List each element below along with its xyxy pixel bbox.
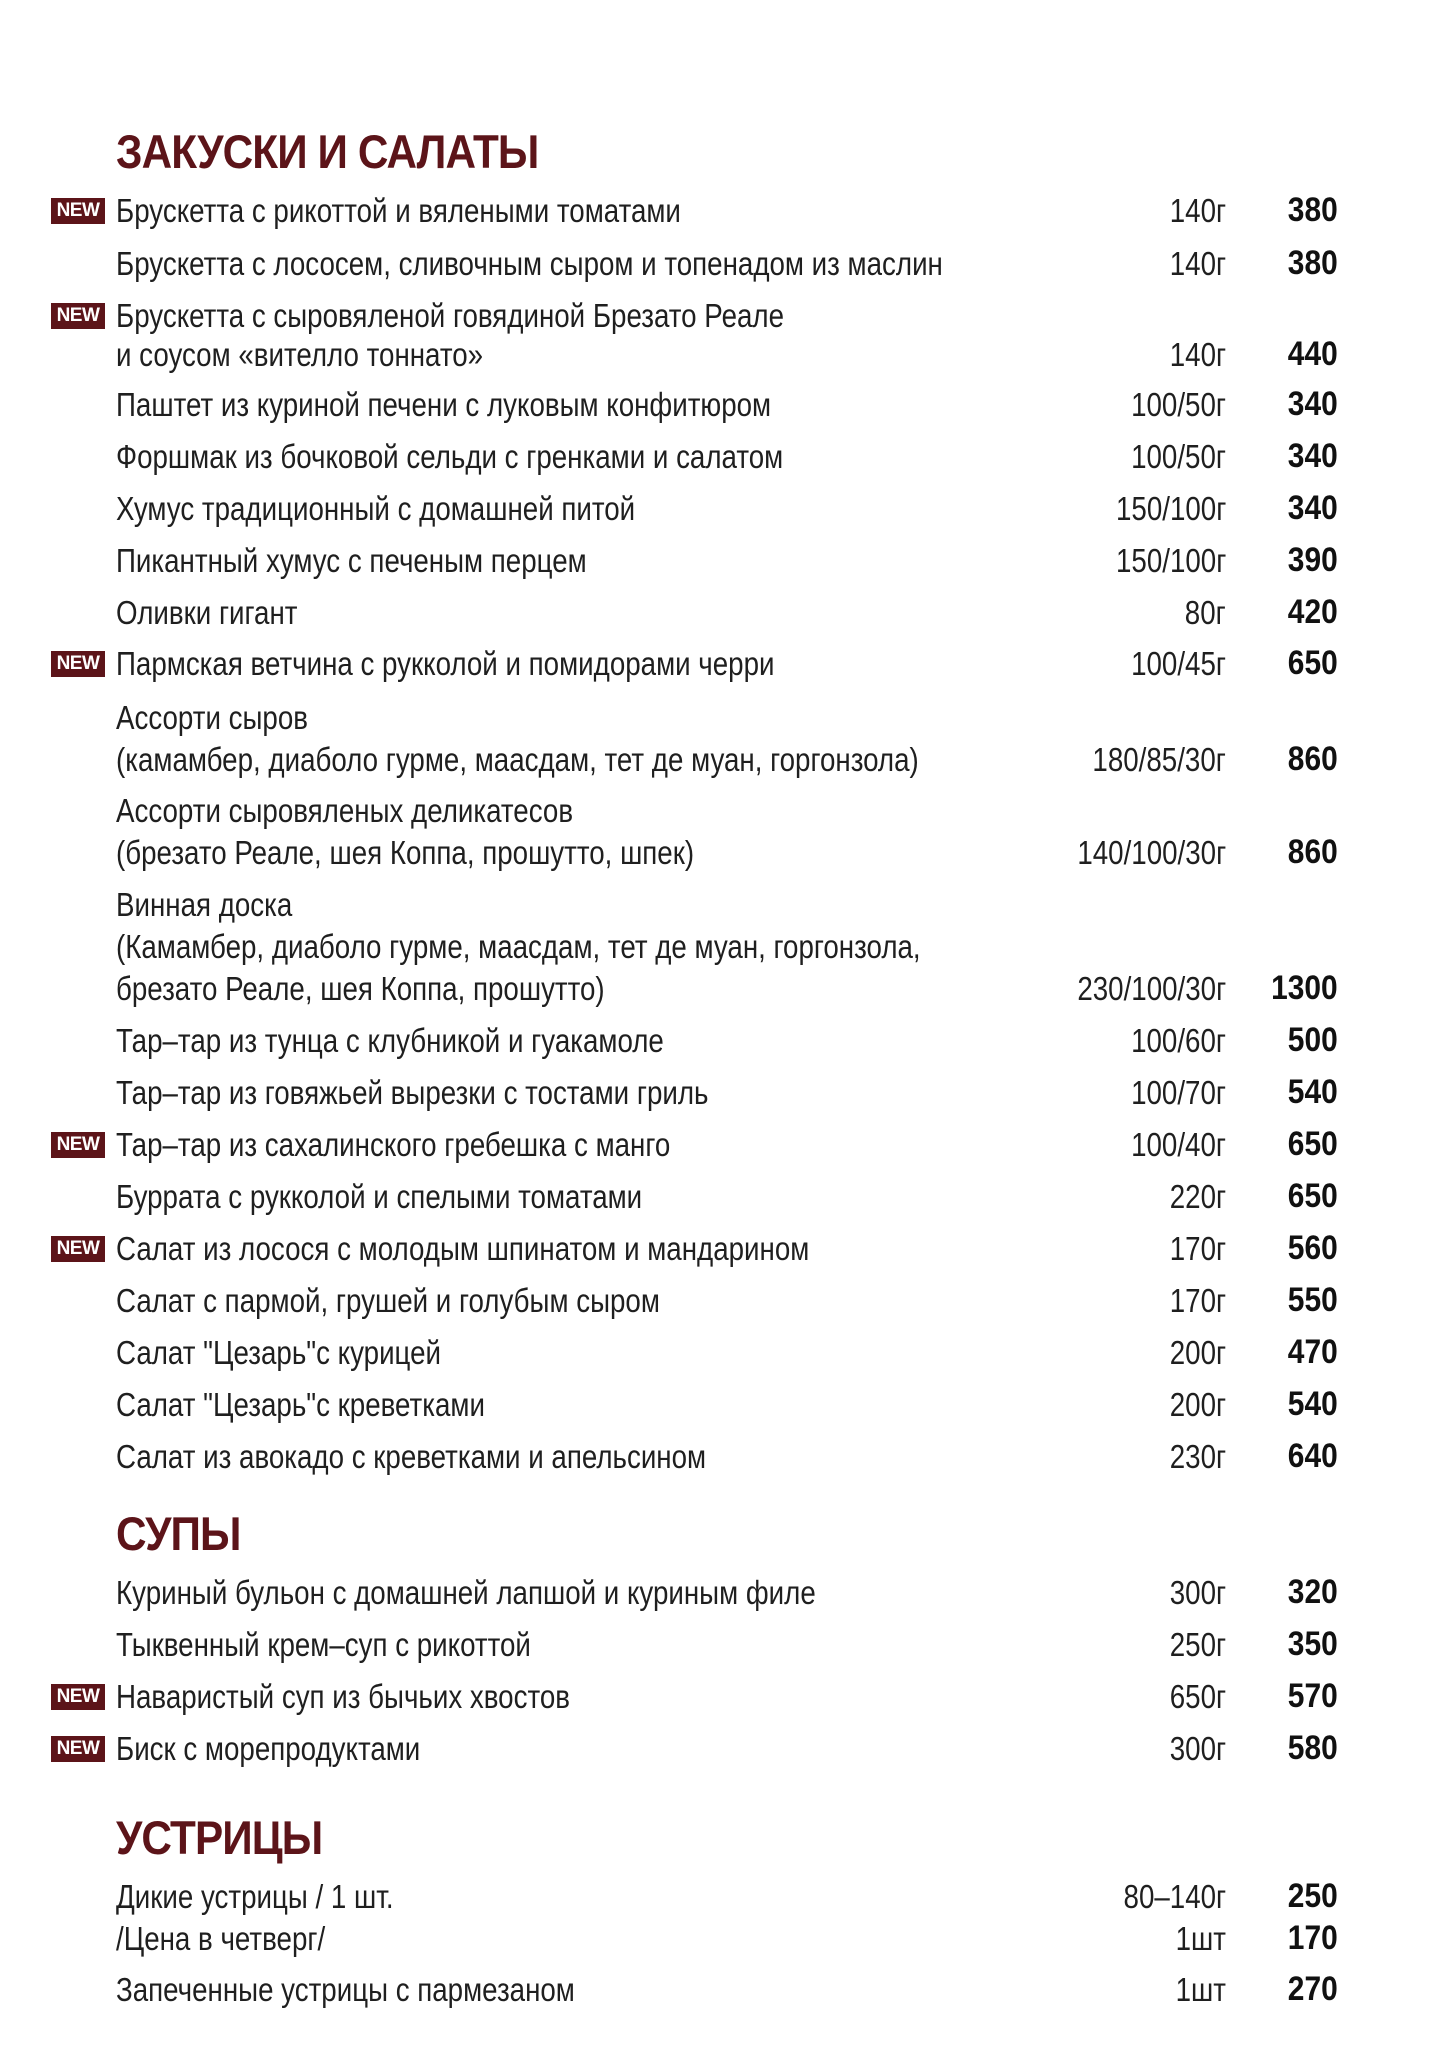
menu-item-price: 650: [1288, 1125, 1338, 1163]
menu-item-weight: 140г: [1169, 336, 1226, 373]
menu-item-price: 380: [1288, 191, 1338, 229]
menu-item-name: Хумус традиционный с домашней питой: [116, 490, 636, 527]
menu-item-weight: 140/100/30г: [1077, 834, 1226, 871]
menu-item-price: 270: [1288, 1970, 1338, 2008]
menu-item-name: Брускетта с сыровяленой говядиной Брезато Реале: [116, 297, 784, 334]
menu-item-name: Тар–тар из тунца с клубникой и гуакамоле: [116, 1022, 664, 1059]
menu-item-weight: 100/70г: [1131, 1074, 1226, 1111]
menu-item-price: 340: [1288, 385, 1338, 423]
section-title: ЗАКУСКИ И САЛАТЫ: [116, 125, 539, 178]
menu-item-name: Тар–тар из говяжьей вырезки с тостами гриль: [116, 1074, 709, 1111]
menu-item-price: 320: [1288, 1573, 1338, 1611]
menu-item-price: 640: [1288, 1437, 1338, 1475]
menu-item-name: Салат из лосося с молодым шпинатом и мандарином: [116, 1230, 810, 1267]
menu-item-price: 650: [1288, 644, 1338, 682]
menu-item-name: Ассорти сыров: [116, 699, 308, 736]
menu-item-name: Пикантный хумус с печеным перцем: [116, 542, 587, 579]
menu-item-price: 1300: [1271, 969, 1338, 1007]
new-badge: NEW: [51, 198, 105, 224]
menu-item-name: Салат "Цезарь"с курицей: [116, 1334, 442, 1371]
menu-item-description: и соусом «вителло тоннато»: [116, 336, 484, 373]
menu-item-weight: 100/50г: [1131, 438, 1226, 475]
menu-item-weight: 80–140г: [1123, 1878, 1226, 1915]
menu-item-price: 350: [1288, 1625, 1338, 1663]
section-title: СУПЫ: [116, 1507, 241, 1560]
menu-item-price: 470: [1288, 1333, 1338, 1371]
menu-item-price: 540: [1288, 1073, 1338, 1111]
menu-item-price: 540: [1288, 1385, 1338, 1423]
menu-item-price: 650: [1288, 1177, 1338, 1215]
menu-item-price: 860: [1288, 740, 1338, 778]
menu-item-name: Оливки гигант: [116, 594, 298, 631]
menu-item-name: Биск с морепродуктами: [116, 1730, 421, 1767]
menu-item-weight: 150/100г: [1115, 542, 1226, 579]
menu-item-weight: 300г: [1169, 1574, 1226, 1611]
menu-item-description: (брезато Реале, шея Коппа, прошутто, шпек): [116, 834, 695, 871]
menu-item-price: 860: [1288, 833, 1338, 871]
new-badge: NEW: [51, 1132, 105, 1158]
menu-item-weight: 170г: [1169, 1282, 1226, 1319]
menu-item-name: Салат из авокадо с креветками и апельсином: [116, 1438, 707, 1475]
menu-item-description: (Камамбер, диаболо гурме, маасдам, тет де муан, горгонзола,: [116, 928, 921, 965]
menu-item-name: Паштет из куриной печени с луковым конфитюром: [116, 386, 772, 423]
menu-item-weight: 1шт: [1175, 1971, 1226, 2008]
menu-item-name: Форшмак из бочковой сельди с гренками и салатом: [116, 438, 784, 475]
new-badge: NEW: [51, 651, 105, 677]
menu-item-name: Тыквенный крем–суп с рикоттой: [116, 1626, 531, 1663]
menu-item-price: 340: [1288, 437, 1338, 475]
menu-item-weight: 300г: [1169, 1730, 1226, 1767]
menu-item-name: Тар–тар из сахалинского гребешка с манго: [116, 1126, 671, 1163]
menu-item-weight: 180/85/30г: [1092, 741, 1226, 778]
menu-item-name: Наваристый суп из бычьих хвостов: [116, 1678, 570, 1715]
menu-item-price: 560: [1288, 1229, 1338, 1267]
menu-item-name: Куриный бульон с домашней лапшой и куриным филе: [116, 1574, 816, 1611]
menu-item-weight: 100/40г: [1131, 1126, 1226, 1163]
menu-item-weight: 200г: [1169, 1386, 1226, 1423]
menu-item-price: 500: [1288, 1021, 1338, 1059]
menu-item-price: 440: [1288, 335, 1338, 373]
menu-item-name: Винная доска: [116, 886, 293, 923]
menu-item-name: Буррата с рукколой и спелыми томатами: [116, 1178, 643, 1215]
menu-item-weight: 230/100/30г: [1077, 970, 1226, 1007]
menu-item-description: брезато Реале, шея Коппа, прошутто): [116, 970, 605, 1007]
menu-item-name: Пармская ветчина с рукколой и помидорами черри: [116, 645, 775, 682]
menu-item-weight: 140г: [1169, 192, 1226, 229]
menu-item-weight: 230г: [1169, 1438, 1226, 1475]
menu-item-weight: 140г: [1169, 245, 1226, 282]
menu-item-name: Запеченные устрицы с пармезаном: [116, 1971, 575, 2008]
menu-item-price: 420: [1288, 593, 1338, 631]
menu-item-price: 380: [1288, 244, 1338, 282]
menu-item-weight: 80г: [1185, 594, 1226, 631]
menu-item-price: 550: [1288, 1281, 1338, 1319]
menu-item-name: Брускетта с лососем, сливочным сыром и топенадом из маслин: [116, 245, 943, 282]
section-title: УСТРИЦЫ: [116, 1811, 323, 1864]
new-badge: NEW: [51, 303, 105, 329]
menu-item-name: Ассорти сыровяленых деликатесов: [116, 792, 574, 829]
new-badge: NEW: [51, 1236, 105, 1262]
menu-item-weight: 100/50г: [1131, 386, 1226, 423]
menu-item-weight: 170г: [1169, 1230, 1226, 1267]
menu-item-name: Дикие устрицы / 1 шт.: [116, 1878, 394, 1915]
menu-item-weight: 250г: [1169, 1626, 1226, 1663]
menu-item-price: 580: [1288, 1729, 1338, 1767]
menu-item-weight: 1шт: [1175, 1920, 1226, 1957]
menu-item-weight: 100/60г: [1131, 1022, 1226, 1059]
menu-item-weight: 100/45г: [1131, 645, 1226, 682]
new-badge: NEW: [51, 1736, 105, 1762]
menu-item-weight: 220г: [1169, 1178, 1226, 1215]
menu-item-weight: 200г: [1169, 1334, 1226, 1371]
menu-item-price: 340: [1288, 489, 1338, 527]
menu-item-description: (камамбер, диаболо гурме, маасдам, тет де муан, горгонзола): [116, 741, 919, 778]
menu-item-name: Салат "Цезарь"с креветками: [116, 1386, 485, 1423]
new-badge: NEW: [51, 1684, 105, 1710]
menu-item-name: Салат с пармой, грушей и голубым сыром: [116, 1282, 660, 1319]
menu-item-weight: 150/100г: [1115, 490, 1226, 527]
menu-item-name: Брускетта с рикоттой и вялеными томатами: [116, 192, 681, 229]
menu-item-weight: 650г: [1169, 1678, 1226, 1715]
menu-item-price: 390: [1288, 541, 1338, 579]
menu-item-price: 170: [1288, 1919, 1338, 1957]
menu-item-price: 570: [1288, 1677, 1338, 1715]
menu-item-price: 250: [1288, 1877, 1338, 1915]
menu-item-name: /Цена в четверг/: [116, 1920, 326, 1957]
